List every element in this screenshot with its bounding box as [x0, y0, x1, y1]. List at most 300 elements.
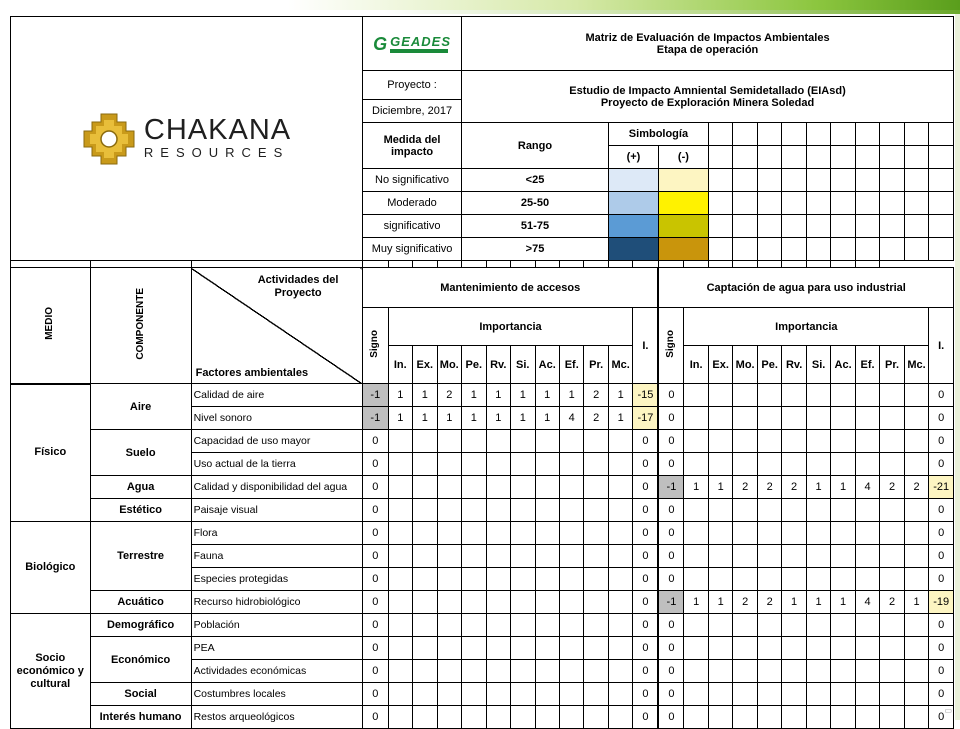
- signo-cell: 0: [363, 568, 389, 591]
- importancia-cell: [831, 499, 855, 522]
- importancia-cell: 2: [733, 591, 757, 614]
- importancia-cell: [413, 614, 437, 637]
- empty-cell: [757, 169, 781, 192]
- importancia-cell: [904, 407, 928, 430]
- importancia-cell: [757, 407, 781, 430]
- i-value-cell: 0: [929, 683, 954, 706]
- factor-cell: Flora: [191, 522, 362, 545]
- factor-cell: Capacidad de uso mayor: [191, 430, 362, 453]
- importancia-cell: [511, 637, 535, 660]
- importancia-header-1: Importancia: [388, 308, 633, 346]
- importancia-cell: [462, 706, 486, 729]
- table-row: [11, 476, 954, 499]
- medio-header-text: MEDIO: [44, 307, 56, 341]
- signo-cell: 0: [658, 384, 684, 407]
- sub-header-pr: Pr.: [584, 346, 608, 384]
- importancia-cell: [733, 384, 757, 407]
- importancia-cell: [584, 430, 608, 453]
- importancia-cell: [535, 660, 559, 683]
- legend-medida: No significativo: [363, 169, 462, 192]
- importancia-cell: [806, 499, 830, 522]
- importancia-cell: [806, 430, 830, 453]
- importancia-cell: [413, 453, 437, 476]
- importancia-cell: [684, 407, 708, 430]
- i-value-cell: 0: [929, 637, 954, 660]
- importancia-cell: [388, 683, 412, 706]
- importancia-cell: [413, 637, 437, 660]
- i-value-cell: -21: [929, 476, 954, 499]
- importancia-cell: [782, 614, 806, 637]
- importancia-cell: [486, 545, 510, 568]
- simbologia-header: Simbología: [608, 123, 708, 146]
- importancia-cell: [831, 384, 855, 407]
- importancia-cell: [584, 660, 608, 683]
- importancia-cell: 2: [782, 476, 806, 499]
- i-value-cell: 0: [929, 545, 954, 568]
- importancia-cell: 2: [880, 591, 904, 614]
- title-line-2: Etapa de operación: [656, 43, 759, 56]
- importancia-cell: [684, 614, 708, 637]
- importancia-cell: [584, 706, 608, 729]
- i-value-cell: 0: [633, 614, 659, 637]
- importancia-cell: [757, 430, 781, 453]
- importancia-cell: [708, 660, 732, 683]
- importancia-cell: [535, 499, 559, 522]
- importancia-cell: [880, 453, 904, 476]
- importancia-cell: 2: [880, 476, 904, 499]
- importancia-cell: [608, 430, 632, 453]
- chakana-name: CHAKANA: [143, 114, 292, 146]
- importancia-cell: [684, 522, 708, 545]
- factor-cell: Costumbres locales: [191, 683, 362, 706]
- importancia-cell: [584, 453, 608, 476]
- sub-header-rv: Rv.: [486, 346, 510, 384]
- importancia-cell: [880, 637, 904, 660]
- importancia-cell: [806, 637, 830, 660]
- importancia-cell: [388, 499, 412, 522]
- empty-cell: [806, 169, 830, 192]
- signo-cell: -1: [658, 591, 684, 614]
- geades-g-icon: G: [373, 33, 388, 54]
- importancia-cell: [831, 522, 855, 545]
- importancia-header-2: Importancia: [684, 308, 929, 346]
- importancia-cell: [584, 499, 608, 522]
- importancia-cell: [388, 453, 412, 476]
- importancia-cell: [733, 407, 757, 430]
- importancia-cell: [757, 568, 781, 591]
- i-value-cell: 0: [929, 706, 954, 729]
- signo-cell: 0: [363, 614, 389, 637]
- empty-cell: [806, 215, 830, 238]
- i-value-cell: 0: [633, 568, 659, 591]
- importancia-cell: [388, 614, 412, 637]
- empty-cell: [855, 215, 879, 238]
- importancia-cell: [511, 568, 535, 591]
- importancia-cell: [413, 476, 437, 499]
- importancia-cell: [684, 384, 708, 407]
- importancia-cell: [708, 407, 732, 430]
- importancia-cell: [486, 453, 510, 476]
- geades-logo-text: GEADES: [390, 33, 451, 49]
- medio-cell: Biológico: [11, 522, 91, 614]
- importancia-cell: [880, 407, 904, 430]
- i-value-cell: 0: [633, 499, 659, 522]
- empty-cell: [806, 261, 830, 268]
- i-value-cell: 0: [633, 453, 659, 476]
- empty-cell: [708, 215, 732, 238]
- empty-cell: [904, 169, 928, 192]
- importancia-cell: [855, 384, 879, 407]
- factor-cell: Población: [191, 614, 362, 637]
- importancia-cell: [782, 683, 806, 706]
- importancia-cell: [880, 545, 904, 568]
- importancia-cell: 1: [486, 407, 510, 430]
- importancia-cell: [462, 683, 486, 706]
- signo-label: Signo: [369, 330, 381, 358]
- importancia-cell: [608, 591, 632, 614]
- importancia-cell: [708, 545, 732, 568]
- importancia-cell: [511, 545, 535, 568]
- importancia-cell: 2: [904, 476, 928, 499]
- importancia-cell: [904, 614, 928, 637]
- importancia-cell: [608, 706, 632, 729]
- importancia-cell: 1: [708, 476, 732, 499]
- empty-cell: [757, 238, 781, 261]
- empty-cell: [191, 261, 362, 268]
- importancia-cell: [855, 568, 879, 591]
- importancia-cell: 1: [462, 407, 486, 430]
- importancia-cell: [584, 522, 608, 545]
- importancia-cell: [708, 453, 732, 476]
- componente-cell: Suelo: [90, 430, 191, 476]
- empty-cell: [929, 238, 954, 261]
- importancia-cell: [462, 545, 486, 568]
- importancia-cell: [486, 683, 510, 706]
- legend-pos-swatch: [608, 238, 658, 261]
- importancia-cell: [757, 499, 781, 522]
- importancia-cell: [535, 614, 559, 637]
- importancia-cell: [486, 591, 510, 614]
- importancia-cell: 2: [437, 384, 462, 407]
- actividades-label-text: Actividades del Proyecto: [257, 274, 339, 299]
- importancia-cell: [880, 384, 904, 407]
- factor-cell: Nivel sonoro: [191, 407, 362, 430]
- importancia-cell: [782, 499, 806, 522]
- factor-cell: Uso actual de la tierra: [191, 453, 362, 476]
- empty-cell: [658, 261, 684, 268]
- importancia-cell: [511, 453, 535, 476]
- importancia-cell: [437, 591, 462, 614]
- importancia-cell: [413, 591, 437, 614]
- importancia-cell: [388, 637, 412, 660]
- empty-cell: [782, 192, 806, 215]
- empty-cell: [880, 238, 904, 261]
- importancia-cell: [462, 568, 486, 591]
- importancia-cell: [757, 706, 781, 729]
- importancia-cell: [684, 637, 708, 660]
- importancia-cell: [535, 545, 559, 568]
- sub-header-mc: Mc.: [904, 346, 928, 384]
- table-row: [11, 591, 954, 614]
- importancia-cell: [855, 637, 879, 660]
- signo-cell: 0: [363, 591, 389, 614]
- table-row: [11, 522, 954, 545]
- signo-cell: 0: [363, 683, 389, 706]
- importancia-cell: [462, 637, 486, 660]
- importancia-cell: [880, 683, 904, 706]
- importancia-cell: [806, 522, 830, 545]
- importancia-cell: [535, 430, 559, 453]
- componente-cell: Demográfico: [90, 614, 191, 637]
- signo-cell: 0: [658, 637, 684, 660]
- importancia-cell: [608, 637, 632, 660]
- importancia-cell: [855, 614, 879, 637]
- importancia-cell: [733, 637, 757, 660]
- legend-medida: significativo: [363, 215, 462, 238]
- factor-cell: Fauna: [191, 545, 362, 568]
- i-value-cell: 0: [633, 660, 659, 683]
- componente-cell: Terrestre: [90, 522, 191, 591]
- geades-logo-cell: [363, 17, 462, 71]
- importancia-cell: [511, 683, 535, 706]
- empty-cell: [437, 261, 462, 268]
- importancia-cell: [388, 476, 412, 499]
- importancia-cell: [782, 660, 806, 683]
- importancia-cell: 2: [757, 591, 781, 614]
- title-line-1: Matriz de Evaluación de Impactos Ambientales: [585, 31, 830, 44]
- importancia-cell: [559, 499, 583, 522]
- table-row: [11, 430, 954, 453]
- importancia-cell: 1: [413, 407, 437, 430]
- importancia-cell: [388, 706, 412, 729]
- sub-header-ac: Ac.: [831, 346, 855, 384]
- empty-cell: [584, 261, 608, 268]
- empty-cell: [855, 169, 879, 192]
- importancia-cell: [708, 637, 732, 660]
- empty-cell: [855, 192, 879, 215]
- importancia-cell: [413, 499, 437, 522]
- importancia-cell: [904, 660, 928, 683]
- empty-cell: [904, 238, 928, 261]
- legend-spacer-row: [11, 261, 954, 268]
- importancia-cell: [806, 384, 830, 407]
- signo-cell: -1: [363, 407, 389, 430]
- importancia-cell: [559, 591, 583, 614]
- empty-cell: [806, 192, 830, 215]
- importancia-cell: [486, 660, 510, 683]
- importancia-cell: [708, 614, 732, 637]
- signo-cell: 0: [363, 545, 389, 568]
- empty-cell: [831, 192, 855, 215]
- factor-cell: Especies protegidas: [191, 568, 362, 591]
- i-value-cell: 0: [929, 407, 954, 430]
- importancia-cell: [462, 430, 486, 453]
- importancia-cell: [437, 430, 462, 453]
- empty-cell: [831, 215, 855, 238]
- table-row: [11, 637, 954, 660]
- importancia-cell: [806, 568, 830, 591]
- importancia-cell: [904, 453, 928, 476]
- importancia-cell: [806, 683, 830, 706]
- importancia-cell: [880, 568, 904, 591]
- importancia-cell: 1: [388, 407, 412, 430]
- importancia-cell: [608, 499, 632, 522]
- table-row: [11, 384, 954, 407]
- importancia-cell: 1: [904, 591, 928, 614]
- signo-cell: 0: [658, 614, 684, 637]
- importancia-cell: [511, 591, 535, 614]
- importancia-cell: 1: [831, 591, 855, 614]
- importancia-cell: [584, 568, 608, 591]
- importancia-cell: [535, 522, 559, 545]
- empty-cell: [708, 261, 732, 268]
- importancia-cell: [559, 637, 583, 660]
- sub-header-rv: Rv.: [782, 346, 806, 384]
- importancia-cell: [806, 706, 830, 729]
- signo-cell: 0: [658, 453, 684, 476]
- importancia-cell: [782, 522, 806, 545]
- importancia-cell: 2: [584, 407, 608, 430]
- empty-cell: [733, 192, 757, 215]
- empty-cell: [486, 261, 510, 268]
- importancia-cell: [486, 706, 510, 729]
- importancia-cell: [733, 614, 757, 637]
- empty-cell: [782, 261, 806, 268]
- factores-diagonal-header: [191, 268, 362, 384]
- sub-header-si: Si.: [511, 346, 535, 384]
- empty-cell: [90, 261, 191, 268]
- empty-cell: [733, 261, 757, 268]
- importancia-cell: [535, 683, 559, 706]
- importancia-cell: [559, 522, 583, 545]
- signo-cell: 0: [363, 706, 389, 729]
- importancia-cell: [437, 476, 462, 499]
- importancia-cell: [880, 706, 904, 729]
- signo-cell: 0: [658, 568, 684, 591]
- signo-cell: 0: [363, 637, 389, 660]
- empty-cell: [733, 169, 757, 192]
- importancia-cell: [437, 637, 462, 660]
- importancia-cell: [535, 591, 559, 614]
- importancia-cell: 1: [559, 384, 583, 407]
- empty-cell: [855, 238, 879, 261]
- legend-rango: >75: [462, 238, 609, 261]
- sub-header-mo: Mo.: [437, 346, 462, 384]
- importancia-cell: [535, 568, 559, 591]
- i-value-cell: 0: [929, 384, 954, 407]
- importancia-cell: [708, 499, 732, 522]
- importancia-cell: 1: [486, 384, 510, 407]
- signo-cell: 0: [658, 545, 684, 568]
- legend-pos-swatch: [608, 169, 658, 192]
- importancia-cell: [880, 660, 904, 683]
- factor-cell: Recurso hidrobiológico: [191, 591, 362, 614]
- importancia-cell: [388, 591, 412, 614]
- legend-neg-swatch: [658, 215, 708, 238]
- importancia-cell: [608, 522, 632, 545]
- proyecto-label: Proyecto :: [363, 71, 462, 100]
- importancia-cell: [904, 384, 928, 407]
- importancia-cell: [486, 522, 510, 545]
- importancia-cell: [584, 545, 608, 568]
- componente-header: [90, 268, 191, 384]
- importancia-cell: [608, 660, 632, 683]
- importancia-cell: [437, 706, 462, 729]
- medio-cell: Físico: [11, 384, 91, 522]
- table-row: [11, 706, 954, 729]
- simbologia-pos-label: (+): [608, 146, 658, 169]
- empty-cell: [757, 192, 781, 215]
- importancia-cell: [806, 453, 830, 476]
- importancia-cell: [437, 683, 462, 706]
- importancia-cell: [388, 568, 412, 591]
- importancia-cell: [880, 430, 904, 453]
- importancia-cell: [511, 706, 535, 729]
- importancia-cell: [413, 430, 437, 453]
- importancia-cell: [733, 545, 757, 568]
- importancia-cell: [904, 568, 928, 591]
- importancia-cell: [486, 430, 510, 453]
- footer-mark: ▭: [944, 706, 952, 715]
- importancia-cell: 2: [733, 476, 757, 499]
- signo-cell: 0: [363, 499, 389, 522]
- importancia-cell: 1: [708, 591, 732, 614]
- factor-cell: Paisaje visual: [191, 499, 362, 522]
- importancia-cell: [559, 683, 583, 706]
- legend-neg-swatch: [658, 192, 708, 215]
- importancia-cell: [757, 453, 781, 476]
- importancia-cell: [757, 660, 781, 683]
- importancia-cell: [684, 568, 708, 591]
- importancia-cell: [684, 660, 708, 683]
- chakana-logo-cell: [11, 17, 363, 261]
- importancia-cell: 4: [855, 591, 879, 614]
- importancia-cell: 1: [608, 384, 632, 407]
- importancia-cell: [757, 545, 781, 568]
- empty-cell: [708, 238, 732, 261]
- importancia-cell: [733, 430, 757, 453]
- importancia-cell: [855, 499, 879, 522]
- top-decor-band-inner: [0, 10, 960, 14]
- importancia-cell: [904, 683, 928, 706]
- legend-rango: <25: [462, 169, 609, 192]
- empty-cell: [708, 169, 732, 192]
- importancia-cell: [880, 522, 904, 545]
- empty-cell: [363, 261, 389, 268]
- importancia-cell: [462, 453, 486, 476]
- signo-cell: 0: [363, 453, 389, 476]
- importancia-cell: [831, 407, 855, 430]
- importancia-cell: [511, 614, 535, 637]
- componente-cell: Social: [90, 683, 191, 706]
- importancia-cell: [782, 637, 806, 660]
- legend-rango: 51-75: [462, 215, 609, 238]
- importancia-cell: [462, 522, 486, 545]
- legend-pos-swatch: [608, 215, 658, 238]
- actividades-label: [252, 274, 344, 300]
- study-title: [462, 71, 954, 123]
- importancia-cell: [733, 683, 757, 706]
- legend-medida: Moderado: [363, 192, 462, 215]
- signo-cell: 0: [658, 407, 684, 430]
- header-section: [11, 17, 954, 268]
- study-line-2: Proyecto de Exploración Minera Soledad: [600, 96, 815, 109]
- i-value-cell: 0: [633, 430, 659, 453]
- empty-cell: [782, 169, 806, 192]
- importancia-cell: [559, 453, 583, 476]
- importancia-cell: [782, 453, 806, 476]
- matrix-section: [11, 268, 954, 729]
